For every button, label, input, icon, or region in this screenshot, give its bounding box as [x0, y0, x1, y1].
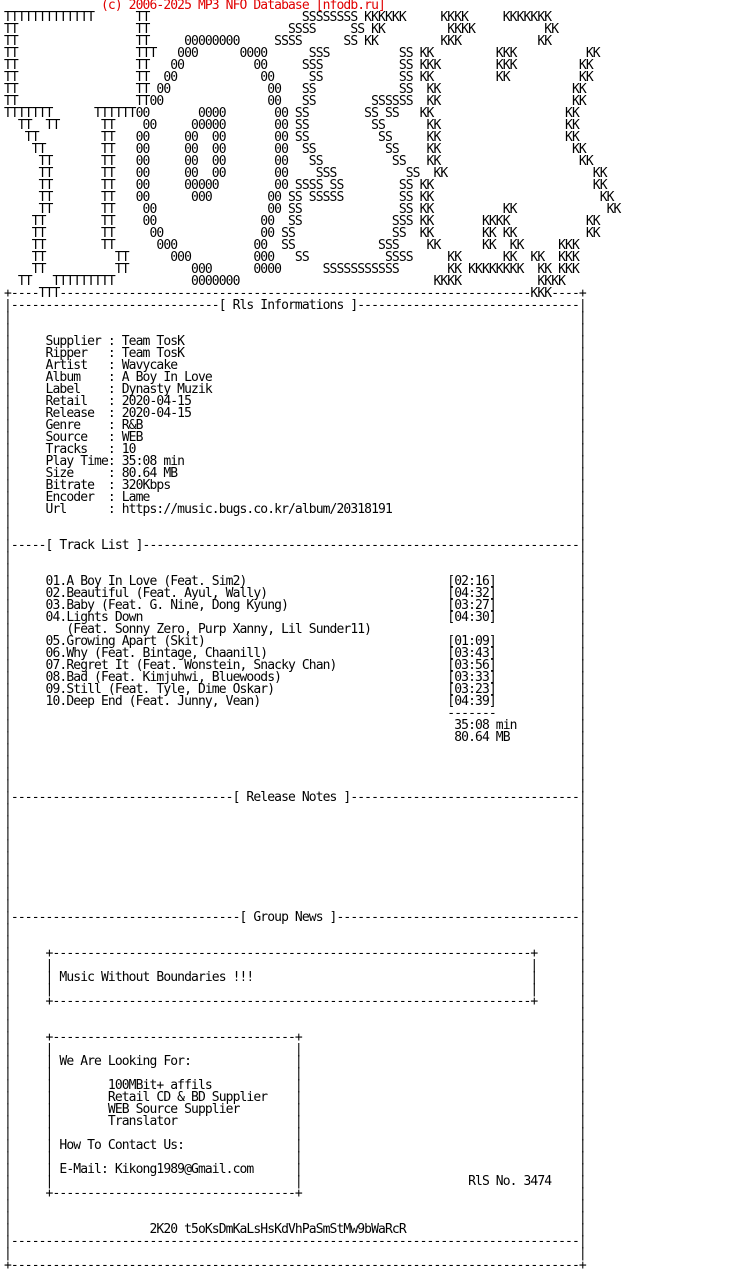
- nfo-line: | | We Are Looking For: | |: [4, 1054, 586, 1069]
- nfo-line: | 2K20 t5oKsDmKaLsHsKdVhPaSmStMw9bWaRcR |: [4, 1222, 586, 1237]
- nfo-line: | Label : Dynasty Muzik |: [4, 382, 586, 397]
- nfo-line: TT TTT 000 0000 SSS SS KK KKK KK: [4, 46, 600, 61]
- nfo-line: TT TT SSSS SS KK KKKK KK: [4, 22, 559, 37]
- nfo-line: +----TTT--------------------------------------------------------------------KKK----+: [4, 286, 586, 301]
- nfo-line: TT TT 00 00 00 00 SS SS KK KK: [4, 154, 593, 169]
- nfo-header: (c) 2006-2025 MP3 NFO Database [nfodb.ru]: [4, 0, 385, 13]
- nfo-line: |-----[ Track List ]---------------------------------------------------------------|: [4, 538, 586, 553]
- nfo-line: | Release : 2020-04-15 |: [4, 406, 586, 421]
- nfo-line: | | | RlS No. 3474 |: [4, 1174, 586, 1189]
- nfo-line: TT TT 00 00 SSS SS KKK KKK KK: [4, 58, 593, 73]
- nfo-line: | 05.Growing Apart (Skit) [01:09] |: [4, 634, 586, 649]
- nfo-line: | |: [4, 310, 586, 325]
- nfo-line: | Bitrate : 320Kbps |: [4, 478, 586, 493]
- nfo-line: TT TT 000 000 SS SSSS KK KK KK KKK: [4, 250, 579, 265]
- nfo-line: | |: [4, 886, 586, 901]
- nfo-line: | | Translator | |: [4, 1114, 586, 1129]
- nfo-line: | +-----------------------------------+ |: [4, 1030, 586, 1045]
- nfo-line: | 10.Deep End (Feat. Junny, Vean) [04:39] |: [4, 694, 586, 709]
- nfo-line: TT TT 00 00 00 00 SS SS KK KK: [4, 130, 579, 145]
- nfo-line: | +-----------------------------------+ |: [4, 1186, 586, 1201]
- nfo-line: TT TT 00 000 00 SS SSSSS SS KK KK: [4, 190, 614, 205]
- nfo-line: | 06.Why (Feat. Bintage, Chaanill) [03:43] |: [4, 646, 586, 661]
- nfo-line: | Url : https://music.bugs.co.kr/album/20318191 |: [4, 502, 586, 517]
- nfo-line: | Album : A Boy In Love |: [4, 370, 586, 385]
- nfo-line: | |: [4, 562, 586, 577]
- nfo-line: TT TT 000 0000 SSSSSSSSSSS KK KKKKKKKK KK KKK: [4, 262, 579, 277]
- nfo-line: TT TT 00 00 SS SS KK KK KK: [4, 202, 621, 217]
- nfo-line: TT TT 00 00 SS SS KK KK: [4, 82, 586, 97]
- nfo-line: TT TT 00000000 SSSS SS KK KKK KK: [4, 34, 552, 49]
- nfo-line: | | Music Without Boundaries !!! | |: [4, 970, 586, 985]
- nfo-line: | Play Time: 35:08 min |: [4, 454, 586, 469]
- nfo-line: | Source : WEB |: [4, 430, 586, 445]
- nfo-line: TT TT 00 00 SS SSS KK KKKK KK: [4, 214, 600, 229]
- nfo-line: TT TT TT 00 00000 00 SS SS KK KK: [4, 118, 579, 133]
- nfo-line: | |: [4, 1210, 586, 1225]
- nfo-line: | |: [4, 514, 586, 529]
- nfo-line: | | | |: [4, 982, 586, 997]
- nfo-line: | |: [4, 898, 586, 913]
- nfo-line: | |: [4, 322, 586, 337]
- nfo-line: | |: [4, 826, 586, 841]
- nfo-line: | | How To Contact Us: | |: [4, 1138, 586, 1153]
- nfo-line: | |: [4, 874, 586, 889]
- nfo-line: | |: [4, 550, 586, 565]
- nfo-line: | +---------------------------------------------------------------------+ |: [4, 946, 586, 961]
- nfo-line: | 08.Bad (Feat. Kimjuhwi, Bluewoods) [03:33] |: [4, 670, 586, 685]
- nfo-line: TT TT 00 00 00 00 SSS SS KK KK: [4, 166, 607, 181]
- nfo-line: |---------------------------------[ Group News ]-----------------------------------|: [4, 910, 586, 925]
- nfo-line: | 35:08 min |: [4, 718, 586, 733]
- nfo-line: TT TT 000 00 SS SSS KK KK KK KKK: [4, 238, 579, 253]
- nfo-line: |------------------------------[ Rls Informations ]--------------------------------|: [4, 298, 586, 313]
- nfo-line: | |: [4, 778, 586, 793]
- nfo-line: TT TT 00 00 00 00 SS SS KK KK: [4, 142, 586, 157]
- nfo-line: | Tracks : 10 |: [4, 442, 586, 457]
- nfo-line: | | E-Mail: Kikong1989@Gmail.com | |: [4, 1162, 586, 1177]
- nfo-line: | Supplier : Team TosK |: [4, 334, 586, 349]
- nfo-line: TT TT 00 00000 00 SSSS SS SS KK KK: [4, 178, 607, 193]
- nfo-line: TT TTTTTTTTT 0000000 KKKK KKKK: [4, 274, 566, 289]
- nfo-line: | 03.Baby (Feat. G. Nine, Dong Kyung) [03:27] |: [4, 598, 586, 613]
- nfo-line: | |: [4, 742, 586, 757]
- nfo-line: | |: [4, 1246, 586, 1261]
- nfo-line: | (Feat. Sonny Zero, Purp Xanny, Lil Sunder11) |: [4, 622, 586, 637]
- nfo-line: | |: [4, 766, 586, 781]
- nfo-line: | Artist : Wavycake |: [4, 358, 586, 373]
- nfo-line: | | | |: [4, 1150, 586, 1165]
- nfo-line: |----------------------------------------------------------------------------------|: [4, 1234, 586, 1249]
- nfo-line: | |: [4, 814, 586, 829]
- nfo-line: | Size : 80.64 MB |: [4, 466, 586, 481]
- nfo-line: | +---------------------------------------------------------------------+ |: [4, 994, 586, 1009]
- nfo-line: TTTTTTT TTTTTT00 0000 00 SS SS SS KK KK: [4, 106, 579, 121]
- nfo-line: TTTTTTTTTTTTT TT SSSSSSSS KKKKKK KKKK KKKKKKK: [4, 10, 552, 25]
- nfo-line: | | Retail CD & BD Supplier | |: [4, 1090, 586, 1105]
- nfo-line: | 04.Lights Down [04:30] |: [4, 610, 586, 625]
- nfo-line: TT TT 00 00 SS SS KK KK KK KK: [4, 226, 600, 241]
- nfo-line: | |: [4, 850, 586, 865]
- nfo-line: |--------------------------------[ Release Notes ]---------------------------------|: [4, 790, 586, 805]
- nfo-line: | Retail : 2020-04-15 |: [4, 394, 586, 409]
- nfo-line: | 07.Regret It (Feat. Wonstein, Snacky Chan) [03:56] |: [4, 658, 586, 673]
- nfo-line: | |: [4, 1198, 586, 1213]
- nfo-line: | 01.A Boy In Love (Feat. Sim2) [02:16] |: [4, 574, 586, 589]
- nfo-line: | | 100MBit+ affils | |: [4, 1078, 586, 1093]
- nfo-line: | |: [4, 934, 586, 949]
- nfo-line: | |: [4, 754, 586, 769]
- nfo-line: | |: [4, 802, 586, 817]
- nfo-line: | ------- |: [4, 706, 586, 721]
- nfo-line: | | | |: [4, 958, 586, 973]
- nfo-line: TT TT 00 00 SS SS KK KK KK: [4, 70, 593, 85]
- nfo-line: +----------------------------------------------------------------------------------+: [4, 1258, 586, 1273]
- nfo-line: | |: [4, 1006, 586, 1021]
- nfo-line: | |: [4, 838, 586, 853]
- nfo-line: | Encoder : Lame |: [4, 490, 586, 505]
- nfo-line: | | | |: [4, 1126, 586, 1141]
- nfo-line: | |: [4, 526, 586, 541]
- nfo-line: | 02.Beautiful (Feat. Ayul, Wally) [04:32] |: [4, 586, 586, 601]
- nfo-text: [4, 0, 620, 1272]
- nfo-line: | | | |: [4, 1042, 586, 1057]
- nfo-line: | Ripper : Team TosK |: [4, 346, 586, 361]
- nfo-line: | 09.Still (Feat. Tyle, Dime Oskar) [03:23] |: [4, 682, 586, 697]
- nfo-line: | Genre : R&B |: [4, 418, 586, 433]
- nfo-line: | 80.64 MB |: [4, 730, 586, 745]
- nfo-line: | |: [4, 862, 586, 877]
- nfo-line: | | | |: [4, 1066, 586, 1081]
- nfo-line: | | WEB Source Supplier | |: [4, 1102, 586, 1117]
- nfo-line: | |: [4, 922, 586, 937]
- nfo-line: | |: [4, 1018, 586, 1033]
- nfo-line: TT TT00 00 SS SSSSSS KK KK: [4, 94, 586, 109]
